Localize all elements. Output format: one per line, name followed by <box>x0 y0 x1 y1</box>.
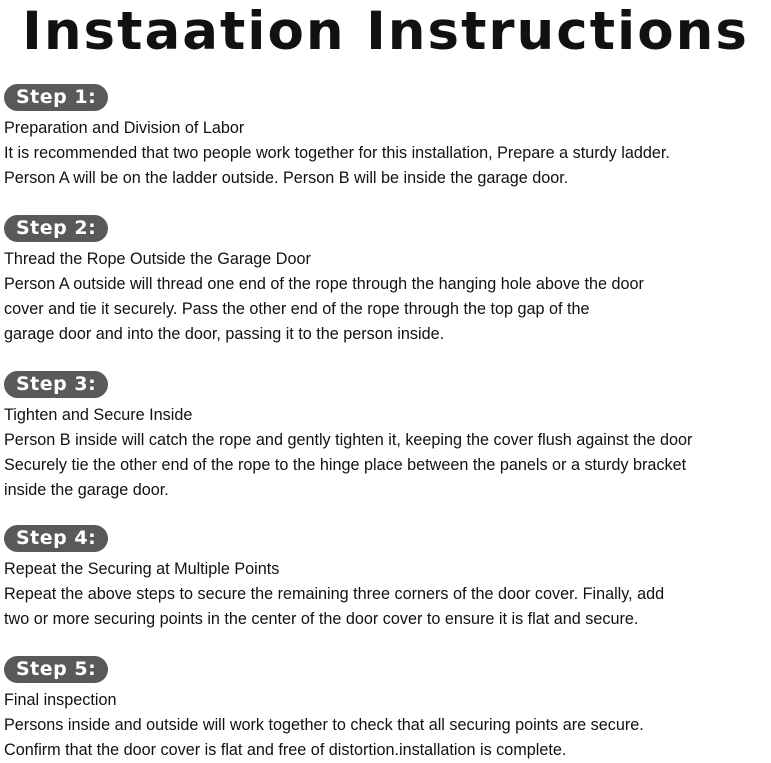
step-5-badge: Step 5: <box>4 656 108 683</box>
step-1-badge: Step 1: <box>4 84 108 111</box>
step-1-text-line: Person A will be on the ladder outside. Person B will be inside the garage door. <box>4 169 569 187</box>
step-3-text-line: Person B inside will catch the rope and gently tighten it, keeping the cover flush against the door <box>4 431 693 449</box>
step-2-text-line: Person A outside will thread one end of the rope through the hanging hole above the door <box>4 275 644 293</box>
step-4-heading: Repeat the Securing at Multiple Points <box>4 560 280 578</box>
step-5-text-line: Persons inside and outside will work together to check that all securing points are secure. <box>4 716 644 734</box>
step-5-heading: Final inspection <box>4 691 117 709</box>
step-2-text-line: garage door and into the door, passing it to the person inside. <box>4 325 445 343</box>
step-5-section <box>4 656 770 763</box>
step-4-text-line: Repeat the above steps to secure the remaining three corners of the door cover. Finally, add <box>4 585 665 603</box>
step-4-text-line: two or more securing points in the center of the door cover to ensure it is flat and secure. <box>4 610 639 628</box>
step-3-heading: Tighten and Secure Inside <box>4 406 193 424</box>
step-2-section <box>4 215 770 347</box>
step-2-heading: Thread the Rope Outside the Garage Door <box>4 250 311 268</box>
page-title: Instaation Instructions <box>22 1 749 62</box>
step-1-text-line: It is recommended that two people work together for this installation, Prepare a sturdy ladder. <box>4 144 670 162</box>
step-4-badge: Step 4: <box>4 525 108 552</box>
step-5-text-line: Confirm that the door cover is flat and free of distortion.installation is complete. <box>4 741 567 759</box>
step-3-section <box>4 371 770 503</box>
step-4-section <box>4 525 770 632</box>
step-1-heading: Preparation and Division of Labor <box>4 119 245 137</box>
step-3-text-line: Securely tie the other end of the rope to the hinge place between the panels or a sturdy bracket <box>4 456 687 474</box>
step-1-section <box>4 84 770 191</box>
step-2-text-line: cover and tie it securely. Pass the other end of the rope through the top gap of the <box>4 300 590 318</box>
step-3-text-line: inside the garage door. <box>4 481 169 499</box>
step-2-badge: Step 2: <box>4 215 108 242</box>
step-3-badge: Step 3: <box>4 371 108 398</box>
